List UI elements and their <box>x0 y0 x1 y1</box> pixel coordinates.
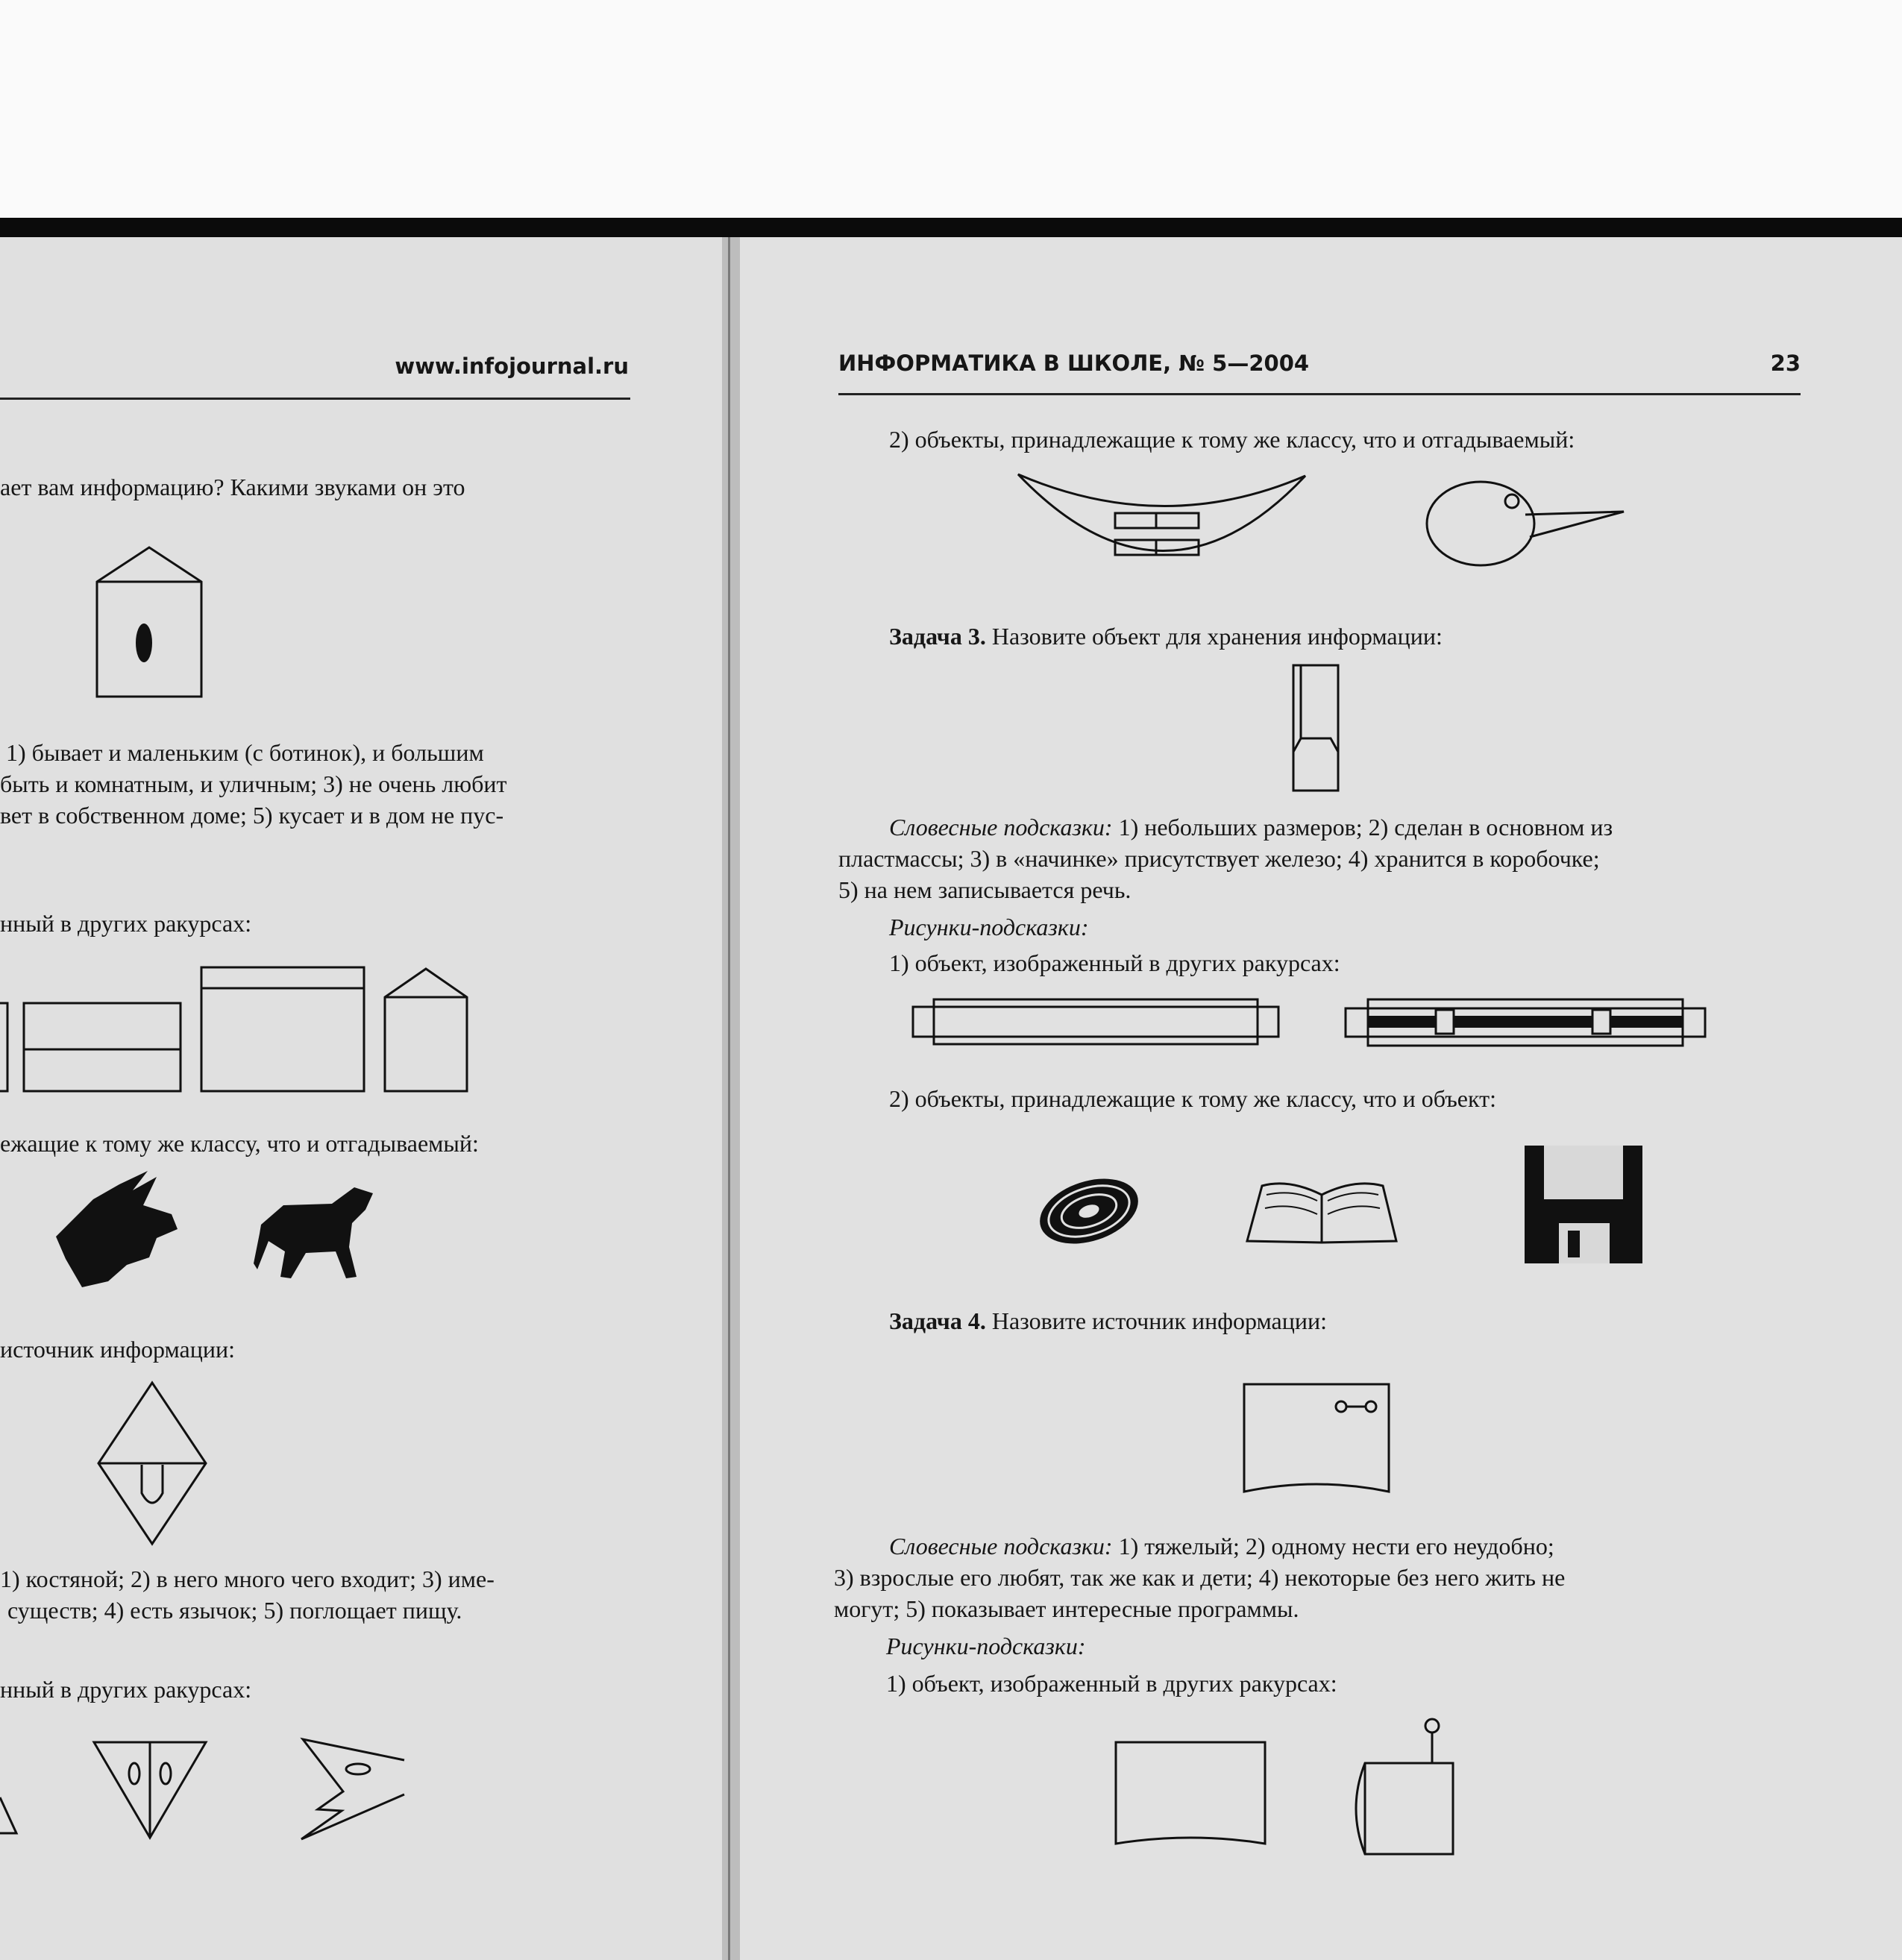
cassette-side-view-icon <box>910 998 1283 1050</box>
task3-text: Назовите объект для хранения информации: <box>991 623 1443 650</box>
cassette-top-view-icon <box>1343 998 1708 1050</box>
tv-icon <box>1240 1381 1396 1501</box>
left-clues-line-5: существ; 4) есть язычок; 5) поглощает пищу. <box>7 1597 462 1624</box>
left-views-caption-1: нный в других ракурсах: <box>0 910 252 937</box>
hints-label-task4: Словесные подсказки: <box>889 1533 1113 1559</box>
task4-label: Задача 4. <box>889 1307 986 1334</box>
hints-label-task3: Словесные подсказки: <box>889 814 1113 841</box>
hints4-line-2: 3) взрослые его любят, так же как и дети; 4) некоторые без него жить не <box>834 1564 1566 1591</box>
tv-back-view-icon <box>1343 1715 1462 1857</box>
pic-hints-label-task4: Рисунки-подсказки: <box>886 1633 1086 1659</box>
views-caption-task4: 1) объект, изображенный в других ракурсах: <box>886 1670 1337 1697</box>
page-number: 23 <box>1770 351 1801 376</box>
left-clues-line-3: вет в собственном доме; 5) кусает и в дом не пус- <box>0 802 504 829</box>
doghouse-views-icon <box>0 966 477 1096</box>
views-caption-task3: 1) объект, изображенный в других ракурсах: <box>889 949 1340 976</box>
hints3-line-2: пластмассы; 3) в «начинке» присутствует железо; 4) хранится в коробочке; <box>838 845 1600 872</box>
left-views-caption-2: нный в других ракурсах: <box>0 1676 252 1703</box>
pic-hints-label-task3: Рисунки-подсказки: <box>889 914 1089 940</box>
left-clues-line-4: 1) костяной; 2) в него много чего входит; 3) име- <box>0 1565 495 1592</box>
book-gutter <box>722 237 740 1960</box>
left-header-rule <box>0 398 630 400</box>
cd-icon <box>1033 1172 1145 1247</box>
floppy-icon <box>1522 1143 1648 1266</box>
mouth-icon <box>97 1381 209 1545</box>
donkey-icon <box>52 1169 186 1289</box>
mouth-views-icon <box>0 1738 418 1842</box>
right-header-rule <box>838 393 1801 395</box>
tv-side-view-icon <box>1111 1723 1275 1853</box>
bird-icon <box>1421 477 1630 574</box>
left-task-caption: источник информации: <box>0 1336 235 1363</box>
left-clues-line-1: 1) бывает и маленьким (с ботинок), и большим <box>6 739 484 766</box>
scan-top-margin <box>0 0 1902 218</box>
hints4-line-1: 1) тяжелый; 2) одному нести его неудобно; <box>1118 1533 1554 1559</box>
book-icon <box>1244 1175 1401 1246</box>
journal-header: ИНФОРМАТИКА В ШКОЛЕ, № 5—2004 <box>838 351 1310 376</box>
class-caption-task3: 2) объекты, принадлежащие к тому же классу, что и объект: <box>889 1085 1496 1112</box>
hints3-line-3: 5) на нем записывается речь. <box>838 876 1132 903</box>
left-intro-line: ает вам информацию? Какими звуками он это <box>0 474 465 500</box>
task3-label: Задача 3. <box>889 623 986 650</box>
doghouse-icon <box>95 546 204 699</box>
scanner-edge <box>0 218 1902 237</box>
bull-icon <box>254 1180 380 1284</box>
gutter-shadow <box>728 237 730 1960</box>
left-running-header: www.infojournal.ru <box>395 354 629 379</box>
task4-text: Назовите источник информации: <box>991 1307 1327 1334</box>
class-caption-task2: 2) объекты, принадлежащие к тому же классу, что и отгадываемый: <box>889 426 1575 453</box>
left-clues-line-2: быть и комнатным, и уличным; 3) не очень любит <box>0 770 507 797</box>
hints4-line-3: могут; 5) показывает интересные программы. <box>834 1595 1299 1622</box>
cassette-icon <box>1290 664 1350 794</box>
boat-icon <box>1014 470 1328 571</box>
hints3-line-1: 1) небольших размеров; 2) сделан в основном из <box>1118 814 1613 841</box>
left-class-caption: ежащие к тому же классу, что и отгадываемый: <box>0 1130 479 1157</box>
